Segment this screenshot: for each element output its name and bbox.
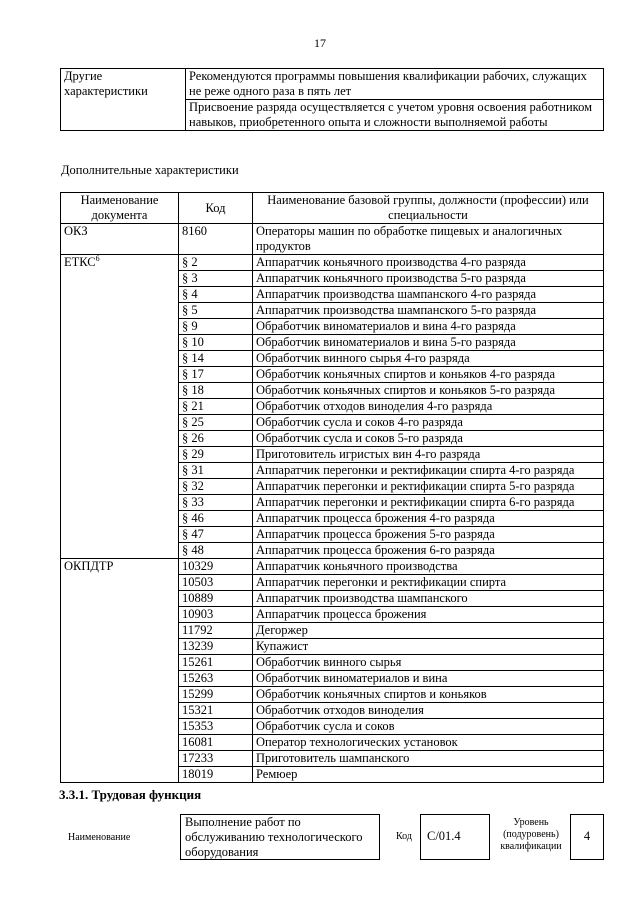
name-cell: Аппаратчик процесса брожения 6-го разряда	[253, 543, 604, 559]
code-cell: § 5	[179, 303, 253, 319]
label-line-2: характеристики	[64, 84, 148, 98]
code-cell: § 14	[179, 351, 253, 367]
name-cell: Аппаратчик перегонки и ректификации спирта	[253, 575, 604, 591]
name-cell: Обработчик сусла и соков	[253, 719, 604, 735]
table-row	[61, 447, 604, 463]
name-cell: Обработчик винного сырья	[253, 655, 604, 671]
etks-label: ЕТКС	[64, 255, 96, 269]
header-document: Наименование документа	[61, 193, 179, 224]
doc-cell	[61, 415, 179, 431]
name-cell: Оператор технологических установок	[253, 735, 604, 751]
table-row	[61, 367, 604, 383]
name-cell: Купажист	[253, 639, 604, 655]
table-row	[61, 255, 604, 271]
qualification-level-label	[496, 817, 566, 853]
code-cell: 15353	[179, 719, 253, 735]
table-row	[61, 335, 604, 351]
name-cell: Обработчик коньячных спиртов и коньяков 4-го разряда	[253, 367, 604, 383]
doc-cell	[61, 463, 179, 479]
table-header-row	[61, 193, 604, 224]
table-row	[61, 655, 604, 671]
table-row	[61, 767, 604, 783]
additional-characteristics-heading: Дополнительные характеристики	[61, 163, 239, 177]
additional-characteristics-table	[60, 192, 604, 783]
table-row	[61, 415, 604, 431]
doc-cell	[61, 335, 179, 351]
doc-cell	[61, 735, 179, 751]
name-cell: Аппаратчик процесса брожения	[253, 607, 604, 623]
doc-cell	[61, 655, 179, 671]
code-cell: § 32	[179, 479, 253, 495]
doc-cell	[61, 399, 179, 415]
name-cell: Аппаратчик производства шампанского	[253, 591, 604, 607]
code-cell: 15299	[179, 687, 253, 703]
doc-cell	[61, 575, 179, 591]
name-cell: Обработчик коньячных спиртов и коньяков	[253, 687, 604, 703]
level-label-line-2: (подуровень)	[503, 829, 559, 840]
table-row	[61, 224, 604, 255]
table-row	[61, 383, 604, 399]
doc-cell	[61, 255, 179, 271]
name-cell: Аппаратчик коньячного производства 5-го разряда	[253, 271, 604, 287]
code-cell: 15261	[179, 655, 253, 671]
doc-cell	[61, 383, 179, 399]
doc-cell	[61, 687, 179, 703]
code-cell: § 33	[179, 495, 253, 511]
doc-cell	[61, 703, 179, 719]
doc-cell	[61, 511, 179, 527]
doc-cell	[61, 495, 179, 511]
table-row	[61, 319, 604, 335]
name-cell: Операторы машин по обработке пищевых и аналогичных продуктов	[253, 224, 604, 255]
code-cell: § 25	[179, 415, 253, 431]
code-cell: § 17	[179, 367, 253, 383]
name-label: Наименование	[68, 832, 131, 843]
doc-cell	[61, 591, 179, 607]
doc-cell	[61, 671, 179, 687]
name-cell: Аппаратчик производства шампанского 4-го разряда	[253, 287, 604, 303]
function-name-box: Выполнение работ по обслуживанию технологического оборудования	[180, 814, 380, 860]
doc-cell	[61, 351, 179, 367]
table-row	[61, 703, 604, 719]
doc-cell	[61, 719, 179, 735]
doc-cell	[61, 751, 179, 767]
code-cell: § 2	[179, 255, 253, 271]
table-row	[61, 303, 604, 319]
code-cell: 13239	[179, 639, 253, 655]
table-row	[61, 751, 604, 767]
code-cell: 10903	[179, 607, 253, 623]
doc-cell	[61, 287, 179, 303]
code-cell: § 9	[179, 319, 253, 335]
code-cell: 11792	[179, 623, 253, 639]
doc-cell	[61, 303, 179, 319]
doc-cell	[61, 367, 179, 383]
table-row	[61, 543, 604, 559]
code-cell: § 10	[179, 335, 253, 351]
doc-cell	[61, 271, 179, 287]
table-row	[61, 735, 604, 751]
code-cell: § 48	[179, 543, 253, 559]
table-row	[61, 495, 604, 511]
table-row	[61, 431, 604, 447]
level-label-line-3: квалификации	[500, 841, 562, 852]
other-characteristics-table	[60, 68, 604, 131]
qualification-level-value: 4	[570, 814, 604, 860]
grade-assignment-text: Присвоение разряда осуществляется с учетом уровня освоения работником навыков, приобретенного опыта и сложности выполняемой работы	[186, 100, 604, 131]
code-cell: 15321	[179, 703, 253, 719]
table-row	[61, 351, 604, 367]
table-row	[61, 687, 604, 703]
name-cell: Аппаратчик перегонки и ректификации спирта 4-го разряда	[253, 463, 604, 479]
footnote-mark: 6	[95, 253, 100, 263]
code-cell: § 4	[179, 287, 253, 303]
name-cell: Аппаратчик коньячного производства 4-го разряда	[253, 255, 604, 271]
name-cell: Приготовитель шампанского	[253, 751, 604, 767]
name-cell: Аппаратчик процесса брожения 4-го разряда	[253, 511, 604, 527]
doc-cell	[61, 447, 179, 463]
table-row	[61, 607, 604, 623]
table-row	[61, 287, 604, 303]
name-cell: Аппаратчик перегонки и ректификации спирта 6-го разряда	[253, 495, 604, 511]
doc-cell: ОКЗ	[61, 224, 179, 255]
table-row	[61, 575, 604, 591]
code-cell: 16081	[179, 735, 253, 751]
table-row	[61, 639, 604, 655]
doc-cell	[61, 543, 179, 559]
code-cell: § 21	[179, 399, 253, 415]
name-cell: Обработчик виноматериалов и вина 5-го разряда	[253, 335, 604, 351]
doc-cell	[61, 479, 179, 495]
code-cell: 10329	[179, 559, 253, 575]
code-cell: § 47	[179, 527, 253, 543]
page-number: 17	[314, 36, 326, 50]
name-cell: Обработчик виноматериалов и вина 4-го разряда	[253, 319, 604, 335]
name-cell: Обработчик виноматериалов и вина	[253, 671, 604, 687]
name-cell: Аппаратчик перегонки и ректификации спирта 5-го разряда	[253, 479, 604, 495]
table-row	[61, 559, 604, 575]
level-label-line-1: Уровень	[513, 817, 549, 828]
code-cell: § 46	[179, 511, 253, 527]
name-cell: Дегоржер	[253, 623, 604, 639]
doc-cell	[61, 639, 179, 655]
table-row	[61, 623, 604, 639]
code-cell: 10889	[179, 591, 253, 607]
code-cell: 8160	[179, 224, 253, 255]
name-cell: Ремюер	[253, 767, 604, 783]
code-cell: § 18	[179, 383, 253, 399]
name-cell: Обработчик сусла и соков 4-го разряда	[253, 415, 604, 431]
header-group: Наименование базовой группы, должности (профессии) или специальности	[253, 193, 604, 224]
name-cell: Обработчик отходов виноделия 4-го разряда	[253, 399, 604, 415]
name-cell: Аппаратчик производства шампанского 5-го разряда	[253, 303, 604, 319]
section-title: 3.3.1. Трудовая функция	[59, 787, 202, 802]
table-row	[61, 671, 604, 687]
other-characteristics-label	[61, 69, 186, 131]
table-row	[61, 271, 604, 287]
table-row	[61, 463, 604, 479]
code-value-box: C/01.4	[420, 814, 490, 860]
training-recommendation: Рекомендуются программы повышения квалификации рабочих, служащих не реже одного раза в пять лет	[186, 69, 604, 100]
doc-cell	[61, 767, 179, 783]
label-line-1: Другие	[64, 69, 103, 83]
doc-cell	[61, 319, 179, 335]
header-code: Код	[179, 193, 253, 224]
code-cell: § 29	[179, 447, 253, 463]
name-cell: Обработчик отходов виноделия	[253, 703, 604, 719]
code-label: Код	[396, 831, 412, 842]
code-cell: 10503	[179, 575, 253, 591]
name-cell: Обработчик винного сырья 4-го разряда	[253, 351, 604, 367]
name-cell: Аппаратчик коньячного производства	[253, 559, 604, 575]
table-row	[61, 479, 604, 495]
doc-cell	[61, 623, 179, 639]
code-cell: § 26	[179, 431, 253, 447]
code-cell: 17233	[179, 751, 253, 767]
name-cell: Приготовитель игристых вин 4-го разряда	[253, 447, 604, 463]
table-row	[61, 399, 604, 415]
code-cell: 15263	[179, 671, 253, 687]
table-row	[61, 591, 604, 607]
code-cell: 18019	[179, 767, 253, 783]
table-row	[61, 719, 604, 735]
doc-cell	[61, 607, 179, 623]
table-row	[61, 511, 604, 527]
name-cell: Обработчик коньячных спиртов и коньяков 5-го разряда	[253, 383, 604, 399]
code-cell: § 3	[179, 271, 253, 287]
doc-cell	[61, 527, 179, 543]
name-cell: Аппаратчик процесса брожения 5-го разряда	[253, 527, 604, 543]
doc-cell: ОКПДТР	[61, 559, 179, 575]
table-row	[61, 527, 604, 543]
doc-cell	[61, 431, 179, 447]
name-cell: Обработчик сусла и соков 5-го разряда	[253, 431, 604, 447]
code-cell: § 31	[179, 463, 253, 479]
